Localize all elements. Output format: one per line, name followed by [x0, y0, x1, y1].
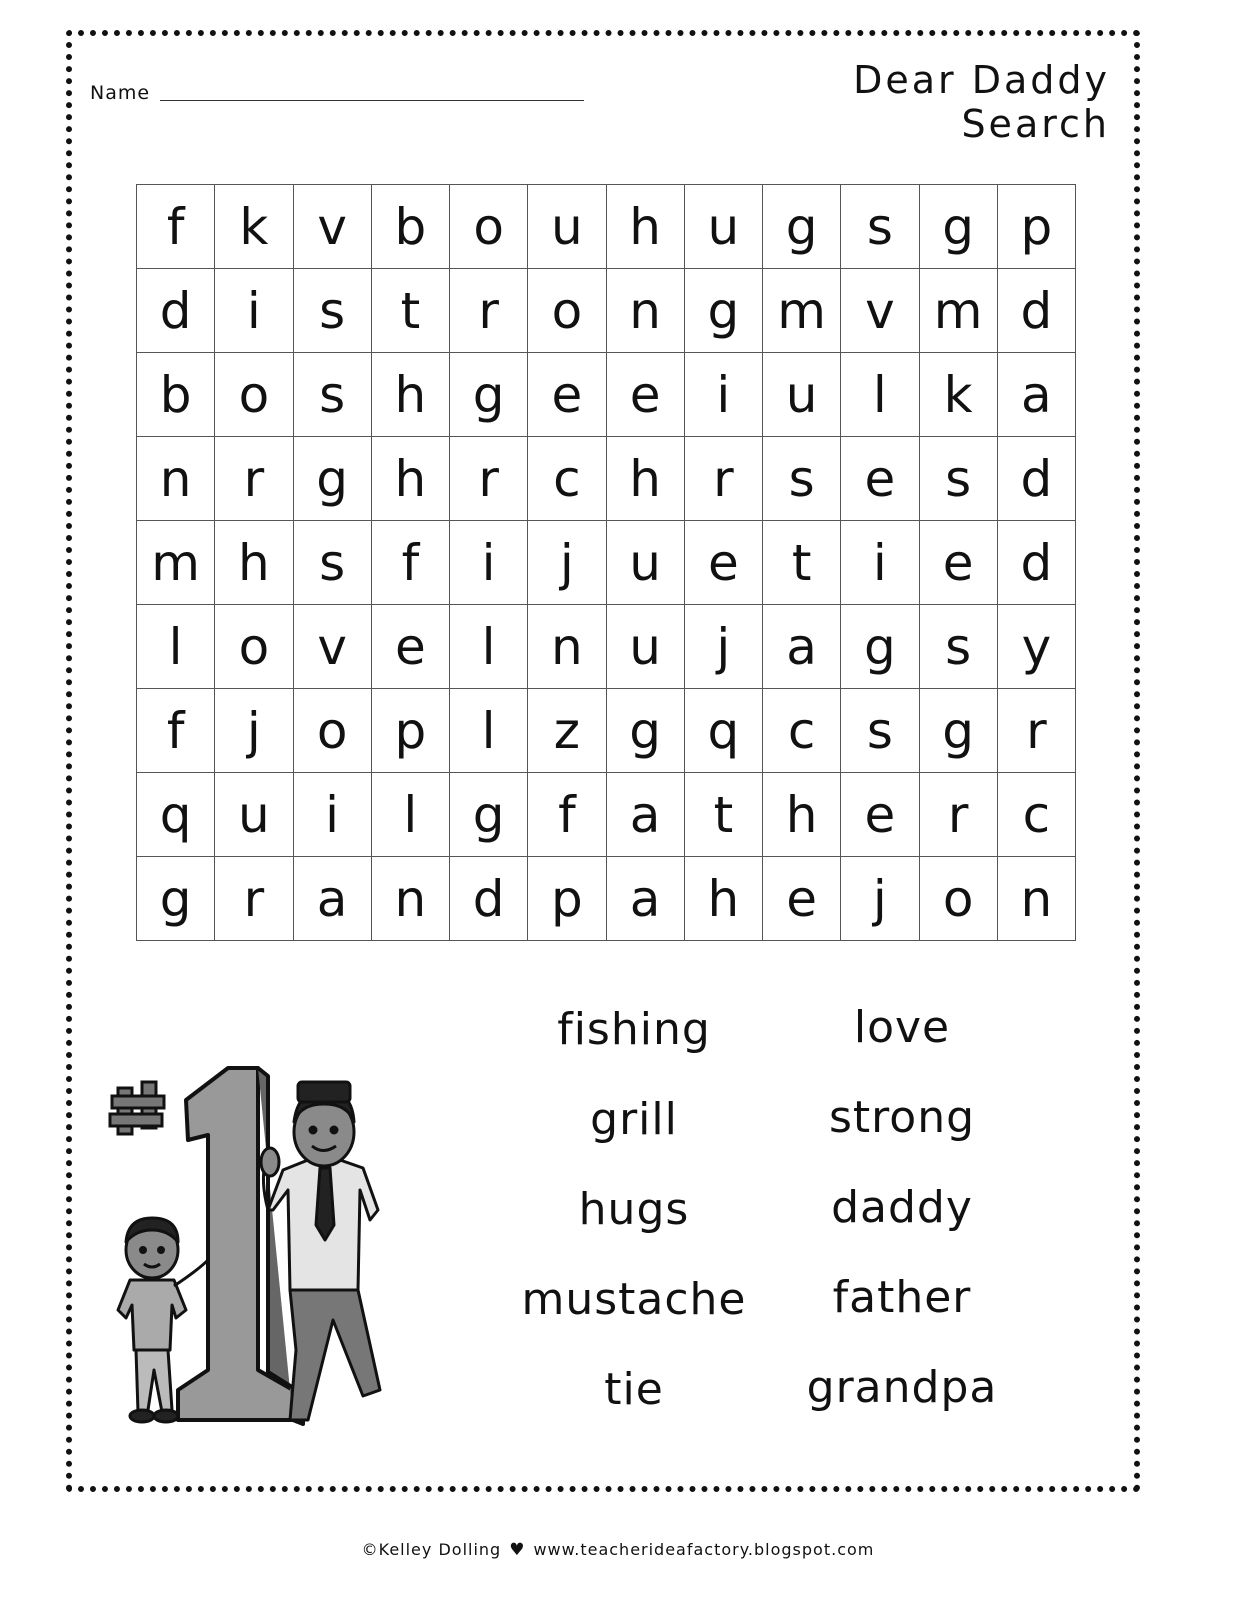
grid-cell[interactable]: z	[528, 689, 606, 773]
grid-cell[interactable]: r	[450, 269, 528, 353]
grid-cell[interactable]: g	[763, 185, 841, 269]
grid-cell[interactable]: g	[450, 773, 528, 857]
grid-cell[interactable]: p	[998, 185, 1076, 269]
grid-cell[interactable]: q	[137, 773, 215, 857]
grid-cell[interactable]: r	[215, 437, 293, 521]
grid-cell[interactable]: s	[294, 269, 372, 353]
grid-cell[interactable]: o	[920, 857, 998, 941]
grid-cell[interactable]: b	[372, 185, 450, 269]
grid-cell[interactable]: s	[763, 437, 841, 521]
grid-cell[interactable]: k	[215, 185, 293, 269]
grid-cell[interactable]: h	[685, 857, 763, 941]
grid-cell[interactable]: u	[685, 185, 763, 269]
grid-cell[interactable]: u	[215, 773, 293, 857]
grid-cell[interactable]: e	[372, 605, 450, 689]
grid-cell[interactable]: n	[372, 857, 450, 941]
grid-cell[interactable]: v	[841, 269, 919, 353]
grid-cell[interactable]: d	[137, 269, 215, 353]
grid-cell[interactable]: u	[528, 185, 606, 269]
grid-cell[interactable]: v	[294, 605, 372, 689]
grid-cell[interactable]: o	[294, 689, 372, 773]
grid-cell[interactable]: n	[137, 437, 215, 521]
heart-icon: ♥	[509, 1540, 526, 1560]
word-bank-item: father	[832, 1272, 972, 1323]
grid-cell[interactable]: f	[137, 185, 215, 269]
grid-cell[interactable]: p	[528, 857, 606, 941]
grid-cell[interactable]: o	[215, 605, 293, 689]
grid-cell[interactable]: s	[841, 185, 919, 269]
word-bank-item: mustache	[521, 1274, 747, 1325]
footer-url[interactable]: www.teacherideafactory.blogspot.com	[533, 1540, 875, 1559]
grid-cell[interactable]: h	[763, 773, 841, 857]
grid-cell[interactable]: e	[685, 521, 763, 605]
grid-cell[interactable]: c	[998, 773, 1076, 857]
word-search-grid[interactable]	[136, 184, 1076, 941]
grid-cell[interactable]: y	[998, 605, 1076, 689]
grid-cell[interactable]: m	[920, 269, 998, 353]
number-one-icon	[178, 1068, 303, 1424]
footer-credit	[0, 1540, 1236, 1560]
grid-cell[interactable]: d	[998, 521, 1076, 605]
grid-cell[interactable]: u	[763, 353, 841, 437]
grid-cell[interactable]: s	[920, 437, 998, 521]
grid-cell[interactable]: f	[528, 773, 606, 857]
grid-cell[interactable]: e	[763, 857, 841, 941]
grid-cell[interactable]: h	[607, 185, 685, 269]
name-input-line[interactable]	[160, 100, 584, 101]
grid-cell[interactable]: s	[294, 521, 372, 605]
grid-cell[interactable]: i	[215, 269, 293, 353]
grid-cell[interactable]: d	[998, 437, 1076, 521]
grid-cell[interactable]: g	[841, 605, 919, 689]
grid-cell[interactable]: f	[137, 689, 215, 773]
grid-cell[interactable]: g	[294, 437, 372, 521]
grid-cell[interactable]: n	[528, 605, 606, 689]
grid-cell[interactable]: h	[372, 437, 450, 521]
grid-cell[interactable]: a	[607, 857, 685, 941]
grid-cell[interactable]: g	[920, 689, 998, 773]
grid-cell[interactable]: u	[607, 605, 685, 689]
grid-cell[interactable]: e	[841, 773, 919, 857]
grid-cell[interactable]: i	[450, 521, 528, 605]
grid-cell[interactable]: a	[763, 605, 841, 689]
grid-cell[interactable]: q	[685, 689, 763, 773]
grid-cell[interactable]: g	[137, 857, 215, 941]
grid-cell[interactable]: d	[998, 269, 1076, 353]
grid-cell[interactable]: n	[607, 269, 685, 353]
word-bank-item: hugs	[578, 1184, 690, 1235]
grid-cell[interactable]: h	[215, 521, 293, 605]
grid-cell[interactable]: r	[920, 773, 998, 857]
grid-cell[interactable]: i	[685, 353, 763, 437]
grid-cell[interactable]: p	[372, 689, 450, 773]
grid-cell[interactable]: h	[607, 437, 685, 521]
grid-cell[interactable]: m	[137, 521, 215, 605]
grid-cell[interactable]: i	[841, 521, 919, 605]
word-bank-item: grill	[590, 1094, 678, 1145]
grid-cell[interactable]: l	[841, 353, 919, 437]
grid-cell[interactable]: k	[920, 353, 998, 437]
grid-cell[interactable]: e	[841, 437, 919, 521]
grid-cell[interactable]: n	[998, 857, 1076, 941]
grid-cell[interactable]: l	[450, 605, 528, 689]
grid-cell[interactable]: o	[528, 269, 606, 353]
grid-cell[interactable]: t	[685, 773, 763, 857]
grid-cell[interactable]: j	[528, 521, 606, 605]
grid-cell[interactable]: r	[685, 437, 763, 521]
grid-cell[interactable]: a	[607, 773, 685, 857]
grid-cell[interactable]: g	[920, 185, 998, 269]
grid-cell[interactable]: t	[372, 269, 450, 353]
word-bank-item: grandpa	[806, 1362, 998, 1413]
grid-cell[interactable]: c	[763, 689, 841, 773]
grid-cell[interactable]: s	[294, 353, 372, 437]
page-title: Dear Daddy Search	[853, 58, 1110, 146]
word-bank-item: tie	[604, 1364, 664, 1415]
grid-cell[interactable]: d	[450, 857, 528, 941]
grid-cell[interactable]: s	[841, 689, 919, 773]
father-son-number-one-clipart	[108, 1060, 398, 1450]
name-label: Name	[90, 82, 151, 104]
grid-cell[interactable]: u	[607, 521, 685, 605]
grid-cell[interactable]: e	[607, 353, 685, 437]
grid-cell[interactable]: l	[372, 773, 450, 857]
grid-cell[interactable]: s	[920, 605, 998, 689]
grid-cell[interactable]: g	[685, 269, 763, 353]
grid-cell[interactable]: o	[215, 353, 293, 437]
grid-cell[interactable]: j	[215, 689, 293, 773]
word-bank-item: love	[853, 1002, 951, 1053]
footer-copyright: ©Kelley Dolling	[361, 1540, 502, 1559]
grid-cell[interactable]: f	[372, 521, 450, 605]
grid-cell[interactable]: m	[763, 269, 841, 353]
word-bank-item: fishing	[557, 1004, 711, 1055]
grid-cell[interactable]: e	[920, 521, 998, 605]
grid-cell[interactable]: l	[137, 605, 215, 689]
grid-cell[interactable]: g	[450, 353, 528, 437]
grid-cell[interactable]: b	[137, 353, 215, 437]
grid-cell[interactable]: r	[998, 689, 1076, 773]
grid-cell[interactable]: o	[450, 185, 528, 269]
grid-cell[interactable]: e	[528, 353, 606, 437]
grid-cell[interactable]: j	[685, 605, 763, 689]
grid-cell[interactable]: l	[450, 689, 528, 773]
grid-cell[interactable]: t	[763, 521, 841, 605]
word-bank-item: daddy	[831, 1182, 973, 1233]
hash-sign-icon	[110, 1082, 164, 1134]
grid-cell[interactable]: r	[215, 857, 293, 941]
word-bank-item: strong	[828, 1092, 976, 1143]
grid-cell[interactable]: a	[294, 857, 372, 941]
grid-cell[interactable]: i	[294, 773, 372, 857]
grid-cell[interactable]: c	[528, 437, 606, 521]
grid-cell[interactable]: a	[998, 353, 1076, 437]
grid-cell[interactable]: v	[294, 185, 372, 269]
grid-cell[interactable]: r	[450, 437, 528, 521]
grid-cell[interactable]: j	[841, 857, 919, 941]
grid-cell[interactable]: g	[607, 689, 685, 773]
grid-cell[interactable]: h	[372, 353, 450, 437]
